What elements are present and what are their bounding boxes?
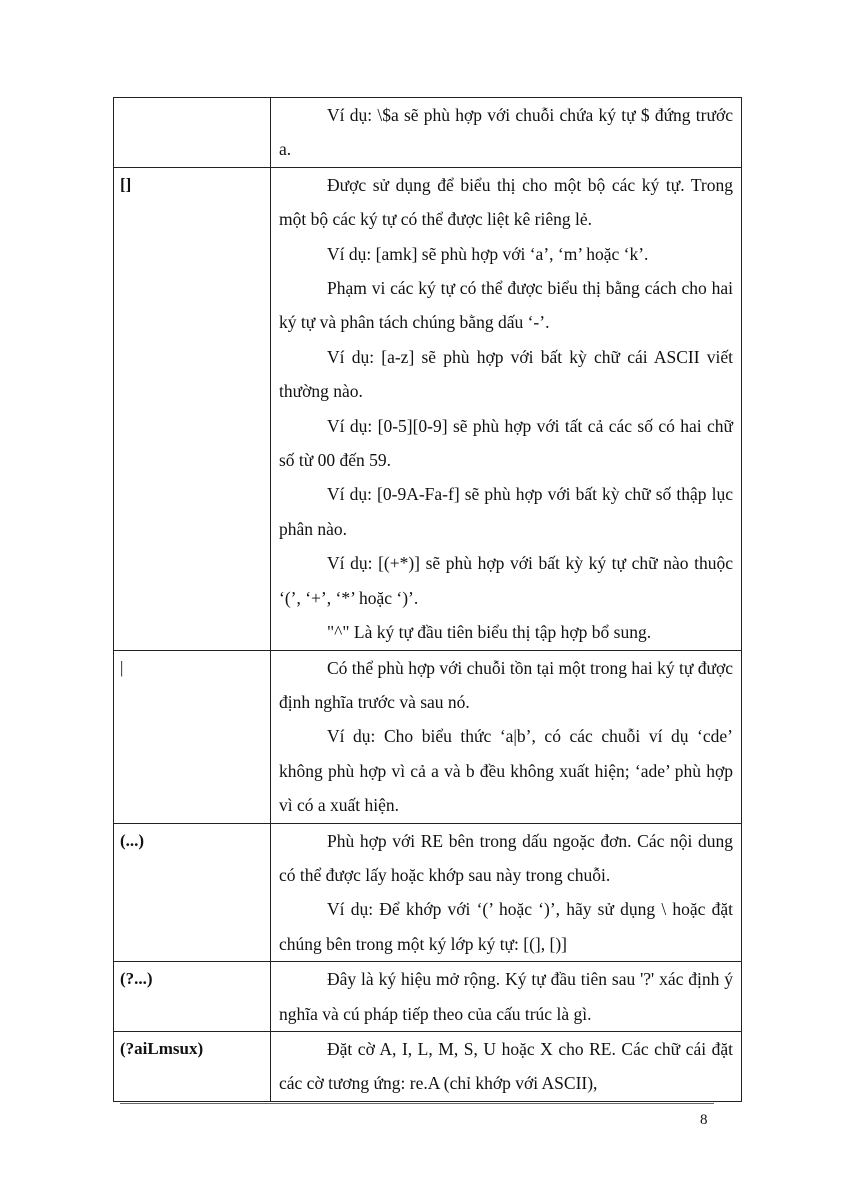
symbol-cell: []: [114, 167, 271, 650]
description-cell: [271, 962, 742, 1032]
symbol-cell: [114, 98, 271, 168]
description-paragraph: Ví dụ: [(+*)] sẽ phù hợp với bất kỳ ký tự chữ nào thuộc ‘(’, ‘+’, ‘*’ hoặc ‘)’.: [279, 553, 733, 608]
symbol-cell: |: [114, 650, 271, 823]
symbol-cell: (?...): [114, 962, 271, 1032]
description-paragraph: Phạm vi các ký tự có thể được biểu thị bằng cách cho hai ký tự và phân tách chúng bằng dấu ‘-’.: [279, 278, 733, 333]
description-paragraph: Được sử dụng để biểu thị cho một bộ các ký tự. Trong một bộ các ký tự có thể được liệt kê riêng lẻ.: [279, 174, 733, 230]
description-cell: [271, 823, 742, 962]
description-cell: [271, 650, 742, 823]
description-paragraph: Đặt cờ A, I, L, M, S, U hoặc X cho RE. Các chữ cái đặt các cờ tương ứng: re.A (chỉ khớp với ASCII),: [279, 1038, 733, 1094]
footer-divider: [120, 1103, 714, 1104]
description-paragraph: Ví dụ: [0-5][0-9] sẽ phù hợp với tất cả các số có hai chữ số từ 00 đến 59.: [279, 415, 733, 471]
table-row: [114, 962, 742, 1032]
table-row: [114, 1031, 742, 1101]
description-paragraph: Phù hợp với RE bên trong dấu ngoặc đơn. Các nội dung có thể được lấy hoặc khớp sau này trong chuỗi.: [279, 830, 733, 885]
description-paragraph: Ví dụ: \$a sẽ phù hợp với chuỗi chứa ký tự $ đứng trước a.: [279, 105, 733, 160]
table-row: [114, 167, 742, 650]
description-paragraph: Ví dụ: [0-9A-Fa-f] sẽ phù hợp với bất kỳ chữ số thập lục phân nào.: [279, 484, 733, 539]
regex-syntax-table: [113, 97, 742, 1102]
description-paragraph: Ví dụ: [a-z] sẽ phù hợp với bất kỳ chữ cái ASCII viết thường nào.: [279, 346, 733, 402]
description-cell: [271, 98, 742, 168]
description-paragraph: Ví dụ: Cho biểu thức ‘a|b’, có các chuỗi ví dụ ‘cde’ không phù hợp vì cả a và b đều không xuất hiện; ‘ade’ phù hợp vì có a xuất hiện.: [279, 726, 733, 816]
description-cell: [271, 1031, 742, 1101]
symbol-cell: (...): [114, 823, 271, 962]
table-row: [114, 650, 742, 823]
table-row: [114, 823, 742, 962]
description-paragraph: Đây là ký hiệu mở rộng. Ký tự đầu tiên sau '?' xác định ý nghĩa và cú pháp tiếp theo của cấu trúc là gì.: [279, 969, 733, 1024]
description-cell: [271, 167, 742, 650]
table-row: [114, 98, 742, 168]
description-paragraph: Ví dụ: [amk] sẽ phù hợp với ‘a’, ‘m’ hoặc ‘k’.: [327, 243, 649, 264]
page-number: 8: [700, 1112, 708, 1128]
description-paragraph: "^" Là ký tự đầu tiên biểu thị tập hợp bổ sung.: [327, 622, 652, 643]
description-paragraph: Có thể phù hợp với chuỗi tồn tại một trong hai ký tự được định nghĩa trước và sau nó.: [279, 657, 733, 712]
symbol-cell: (?aiLmsux): [114, 1031, 271, 1101]
description-paragraph: Ví dụ: Để khớp với ‘(’ hoặc ‘)’, hãy sử dụng \ hoặc đặt chúng bên trong một ký lớp ký tự: [(], [)]: [279, 899, 733, 954]
